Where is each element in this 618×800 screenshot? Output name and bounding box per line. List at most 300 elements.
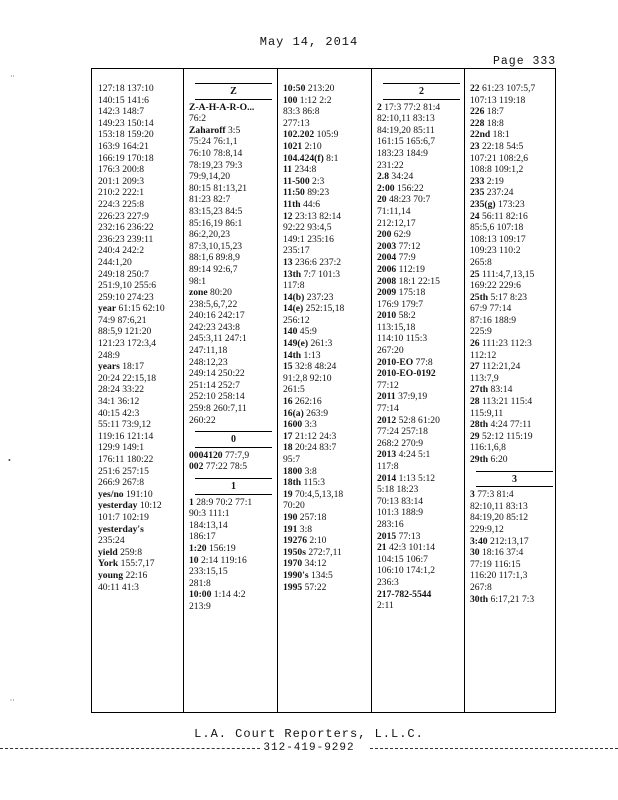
page-line-refs: 18:17: [119, 361, 145, 373]
index-term: 2.8: [377, 171, 389, 183]
index-entry: [283, 408, 372, 420]
page-line-refs: 18:1: [490, 129, 510, 141]
index-entry: [283, 524, 372, 536]
index-term: 23: [470, 140, 480, 152]
page-line-refs: 236:6 237:2: [292, 256, 342, 268]
index-entry: [377, 287, 466, 299]
page-line-refs: 237:24: [484, 187, 514, 199]
index-entry: [98, 338, 187, 350]
index-entry: [189, 403, 278, 415]
index-term: 1600: [283, 419, 303, 431]
page-line-refs: 3:8: [297, 523, 313, 535]
index-term: 2003: [377, 240, 397, 252]
index-entry: [283, 303, 372, 315]
index-term: Z-A-H-A-R-O...: [189, 101, 255, 113]
index-term: 25: [470, 268, 480, 280]
page-line-refs: 176:11 180:22: [98, 454, 154, 465]
page-line-refs: 79:9,14,20: [189, 171, 231, 183]
index-term: 18th: [283, 477, 302, 489]
index-entry: [98, 245, 187, 257]
index-entry: [189, 415, 278, 427]
index-term: 14(b): [283, 291, 305, 303]
page-line-refs: 108:8 109:1,2: [470, 164, 524, 176]
page-line-refs: 98:1: [189, 275, 207, 287]
page-line-refs: 252:10 258:14: [189, 391, 245, 403]
page-line-refs: 240:4 242:2: [98, 245, 145, 257]
index-term: 28th: [470, 419, 489, 431]
index-entry: [98, 176, 187, 188]
page-line-refs: 108:13 109:17: [470, 233, 526, 245]
page-line-refs: 237:23: [304, 291, 334, 303]
page-line-refs: 86:2,20,23: [189, 229, 231, 241]
page-line-refs: 2:3: [309, 175, 325, 187]
page-line-refs: 1:12 2:2: [297, 94, 332, 106]
index-entry: [470, 106, 559, 118]
index-entry: [98, 535, 187, 547]
index-entry: [470, 315, 559, 327]
page-line-refs: 142:3 148:7: [98, 106, 145, 118]
index-entry: [470, 338, 559, 350]
index-entry: [470, 280, 559, 292]
index-entry: [470, 350, 559, 362]
index-term: 2011: [377, 391, 396, 403]
page-line-refs: 70:13 83:14: [377, 495, 424, 507]
page-line-refs: 80:15 81:13,21: [189, 182, 248, 194]
page-line-refs: 249:14 250:22: [189, 368, 245, 380]
page-line-refs: 232:16 236:22: [98, 222, 154, 234]
index-term: 11th: [283, 198, 301, 210]
index-term: 217-782-5544: [377, 588, 432, 600]
index-entry: [98, 500, 187, 512]
page-line-refs: 155:7,17: [118, 558, 155, 570]
page-line-refs: 176:9 179:7: [377, 298, 424, 310]
page-line-refs: 233:15,15: [189, 566, 228, 578]
index-entry: [377, 391, 466, 403]
index-term: 2012: [377, 414, 397, 426]
index-term: 16: [283, 396, 293, 408]
index-entry: [470, 524, 559, 536]
page-line-refs: 259:8: [117, 546, 142, 558]
index-entry: [283, 326, 372, 338]
index-entry: [189, 160, 278, 172]
index-term: 226: [470, 106, 485, 118]
index-term: 100: [283, 94, 298, 106]
index-term: 191: [283, 523, 298, 535]
index-entry: [189, 252, 278, 264]
index-entry: [98, 187, 187, 199]
index-term: young: [98, 569, 124, 581]
index-entry: [98, 141, 187, 153]
index-term: 28: [470, 396, 480, 408]
page-line-refs: 262:16: [292, 396, 322, 408]
page-number: Page 333: [493, 55, 557, 68]
page-line-refs: 18:7: [484, 106, 504, 118]
page-line-refs: 173:23: [495, 198, 525, 210]
page-line-refs: 260:22: [189, 414, 216, 426]
page-line-refs: 257:18: [297, 511, 327, 523]
page-line-refs: 106:10 174:1,2: [377, 565, 436, 577]
index-entry: [377, 148, 466, 160]
index-entry: [98, 199, 187, 211]
page-line-refs: 85:5,6 107:18: [470, 222, 524, 234]
footer-company: L.A. Court Reporters, L.L.C.: [194, 727, 424, 741]
page-line-refs: 81:23 82:7: [189, 194, 231, 206]
index-term: 18: [283, 442, 293, 454]
page-line-refs: 95:7: [283, 454, 301, 465]
page-line-refs: 267:8: [470, 581, 492, 593]
index-term: 104.424(f): [283, 152, 324, 164]
index-entry: [470, 153, 559, 165]
index-term: 1995: [283, 581, 303, 593]
index-entry: [283, 176, 372, 188]
index-entry: [189, 310, 278, 322]
page-line-refs: 4:24 77:11: [488, 419, 532, 431]
index-entry: [283, 199, 372, 211]
index-term: 30: [470, 547, 480, 559]
index-entry: [189, 531, 278, 543]
page-line-refs: 251:14 252:7: [189, 379, 240, 391]
index-entry: [189, 368, 278, 380]
index-term: 149(e): [283, 338, 309, 350]
page-line-refs: 83:14: [488, 384, 513, 396]
section-letter: 2: [419, 86, 424, 97]
index-term: 1970: [283, 558, 303, 570]
page-line-refs: 34:1 36:12: [98, 396, 140, 408]
index-entry: [377, 426, 466, 438]
index-entry: [189, 113, 278, 125]
index-entry: [98, 211, 187, 223]
page-line-refs: 61:15 62:10: [116, 303, 165, 315]
index-term: 2010: [377, 310, 397, 322]
index-entry: [189, 520, 278, 532]
index-entry: [283, 83, 372, 95]
page-line-refs: 2:11: [377, 600, 394, 612]
page-line-refs: 229:9,12: [470, 523, 504, 535]
page-line-refs: 20:24 22:15,18: [98, 372, 157, 384]
index-entry: [189, 391, 278, 403]
index-entry: [189, 102, 278, 114]
page-line-refs: 62:9: [391, 229, 411, 241]
index-entry: [377, 589, 466, 601]
index-term: 29th: [470, 454, 489, 465]
page-line-refs: 77:24 257:18: [377, 426, 428, 438]
index-entry: [283, 431, 372, 443]
page-line-refs: 242:23 243:8: [189, 321, 240, 333]
page-line-refs: 176:3 200:8: [98, 164, 145, 176]
index-entry: [98, 95, 187, 107]
index-entry: [283, 164, 372, 176]
page-line-refs: 40:11 41:3: [98, 581, 139, 593]
page-line-refs: 2:14 119:16: [198, 554, 247, 566]
index-entry: [377, 368, 466, 380]
section-underline: [476, 486, 553, 487]
index-entry: [98, 106, 187, 118]
index-entry: [189, 276, 278, 288]
index-term: 17: [283, 430, 293, 442]
index-term: 1990's: [283, 569, 309, 581]
index-entry: [377, 310, 466, 322]
page-line-refs: 6:20: [488, 454, 508, 465]
index-entry: [283, 153, 372, 165]
index-entry: [189, 287, 278, 299]
page-line-refs: 74:9 87:6,21: [98, 314, 147, 326]
page-line-refs: 5:17 8:23: [488, 291, 528, 303]
page-line-refs: 82:10,11 83:13: [470, 500, 528, 512]
index-entry: [283, 535, 372, 547]
page-line-refs: 240:16 242:17: [189, 310, 245, 322]
index-entry: [98, 408, 187, 420]
index-term: 16(a): [283, 407, 304, 419]
page-line-refs: 104:15 106:7: [377, 553, 428, 565]
index-entry: [189, 508, 278, 520]
index-entry: [377, 473, 466, 485]
index-entry: [98, 164, 187, 176]
index-term: 15: [283, 361, 293, 373]
page-line-refs: 115:9,11: [470, 407, 504, 419]
index-entry: [470, 454, 559, 466]
index-entry: [470, 141, 559, 153]
page-line-refs: 201:1 209:3: [98, 175, 145, 187]
index-entry: [98, 442, 187, 454]
page-line-refs: 248:12,23: [189, 356, 228, 368]
index-entry: [98, 558, 187, 570]
page-line-refs: 149:1 235:16: [283, 233, 334, 245]
page-line-refs: 70:4,5,13,18: [292, 488, 344, 500]
index-term: 1:20: [189, 542, 207, 554]
index-entry: [470, 303, 559, 315]
page-line-refs: 1:14 4:2: [211, 589, 246, 601]
page-line-refs: 268:2 270:9: [377, 437, 424, 449]
page-line-refs: 247:11,18: [189, 345, 228, 357]
index-term: zone: [189, 287, 208, 299]
page-line-refs: 113:7,9: [470, 372, 499, 384]
page-line-refs: 226:23 227:9: [98, 210, 149, 222]
page-line-refs: 149:23 150:14: [98, 117, 154, 129]
index-column-4: [377, 83, 466, 612]
page-line-refs: 114:10 115:3: [377, 333, 428, 345]
index-entry: [283, 187, 372, 199]
page-line-refs: 1:13 5:12: [396, 472, 436, 484]
page-line-refs: 76:2: [189, 113, 207, 125]
index-entry: [283, 234, 372, 246]
index-entry: [470, 570, 559, 582]
page-line-refs: 213:20: [305, 83, 335, 94]
index-entry: [283, 211, 372, 223]
index-column-2: [189, 83, 278, 613]
index-term: yes/no: [98, 488, 124, 500]
index-entry: [377, 136, 466, 148]
page-line-refs: 261:5: [283, 384, 305, 396]
index-term: 30th: [470, 593, 489, 605]
index-entry: [470, 211, 559, 223]
page-line-refs: 91:2,8 92:10: [283, 372, 332, 384]
page-line-refs: 283:16: [377, 518, 404, 530]
index-term: 233: [470, 175, 485, 187]
section-rule: [195, 431, 272, 432]
page-line-refs: 169:22 229:6: [470, 280, 521, 292]
index-table: [91, 68, 556, 713]
page-line-refs: 85:16,19 86:1: [189, 217, 243, 229]
index-entry: [283, 280, 372, 292]
page-line-refs: 252:15,18: [303, 303, 345, 315]
index-term: 2014: [377, 472, 397, 484]
index-term: year: [98, 303, 117, 315]
index-entry: [98, 570, 187, 582]
index-entry: [377, 565, 466, 577]
page-line-refs: 52:8 61:20: [396, 414, 440, 426]
index-entry: [377, 507, 466, 519]
page-line-refs: 249:18 250:7: [98, 268, 149, 280]
page-line-refs: 129:9 149:1: [98, 442, 145, 454]
page-line-refs: 183:23 184:9: [377, 147, 428, 159]
page-line-refs: 265:8: [470, 256, 492, 268]
page-line-refs: 256:12: [283, 314, 310, 326]
index-entry: [377, 194, 466, 206]
page-line-refs: 42:3 101:14: [386, 542, 436, 554]
page-line-refs: 281:8: [189, 577, 211, 589]
page-line-refs: 116:20 117:1,3: [470, 570, 528, 582]
page-line-refs: 234:8: [292, 164, 317, 176]
page-line-refs: 56:11 82:16: [479, 210, 528, 222]
index-entry: [377, 218, 466, 230]
page-line-refs: 40:15 42:3: [98, 407, 140, 419]
index-term: 002: [189, 461, 204, 473]
index-entry: [470, 408, 559, 420]
index-entry: [377, 206, 466, 218]
index-entry: [470, 164, 559, 176]
section-underline: [195, 494, 272, 495]
index-entry: [98, 466, 187, 478]
index-entry: [98, 477, 187, 489]
page-line-refs: 77:7,9: [222, 449, 250, 461]
page-line-refs: 84:19,20 85:11: [377, 124, 435, 136]
page-line-refs: 7:7 101:3: [301, 268, 341, 280]
index-term: 27: [470, 361, 480, 373]
page-line-refs: 263:9: [303, 407, 329, 419]
page-line-refs: 48:23 70:7: [386, 194, 431, 206]
index-term: 11-500: [283, 175, 310, 187]
page-line-refs: 212:13,17: [487, 535, 529, 547]
index-term: 2015: [377, 530, 397, 542]
index-entry: [470, 83, 559, 95]
index-entry: [470, 547, 559, 559]
index-term: 26: [470, 338, 480, 350]
index-entry: [470, 431, 559, 443]
index-term: years: [98, 361, 120, 373]
section-letter: 0: [231, 434, 236, 446]
page-line-refs: 34:24: [389, 171, 414, 183]
index-entry: [470, 176, 559, 188]
page-line-refs: 105:9: [314, 129, 339, 141]
index-entry: [189, 125, 278, 137]
index-entry: [98, 303, 187, 315]
footer-rule-left: [0, 748, 260, 749]
index-entry: [470, 559, 559, 571]
index-term: York: [98, 558, 119, 570]
page-line-refs: 235:17: [283, 245, 310, 257]
page-line-refs: 18:8: [484, 117, 504, 129]
page-line-refs: 2:10: [302, 140, 322, 152]
index-entry: [189, 241, 278, 253]
index-entry: [377, 113, 466, 125]
index-entry: [98, 396, 187, 408]
index-entry: [283, 129, 372, 141]
index-entry: [98, 431, 187, 443]
index-term: 1021: [283, 140, 303, 152]
page-line-refs: 127:18 137:10: [98, 83, 154, 94]
page-line-refs: 156:19: [206, 542, 236, 554]
page-line-refs: 266:9 267:8: [98, 477, 145, 489]
page-line-refs: 212:12,17: [377, 217, 416, 229]
page-line-refs: 28:9 70:2 77:1: [193, 496, 253, 508]
index-term: 3: [470, 489, 475, 501]
page-line-refs: 134:5: [308, 569, 333, 581]
index-column-1: [98, 83, 187, 593]
index-entry: [189, 333, 278, 345]
page-line-refs: 32:8 48:24: [292, 361, 337, 373]
page-line-refs: 37:9,19: [395, 391, 428, 403]
index-entry: [377, 229, 466, 241]
index-term: 24: [470, 210, 480, 222]
index-entry: [283, 292, 372, 304]
index-entry: [283, 222, 372, 234]
section-rule: [195, 478, 272, 479]
footer-rule-right: [370, 748, 618, 749]
page-line-refs: 191:10: [123, 488, 153, 500]
index-term: 22nd: [470, 129, 491, 141]
index-entry: [470, 419, 559, 431]
page-line-refs: 107:21 108:2,6: [470, 152, 529, 164]
index-entry: [283, 442, 372, 454]
index-entry: [98, 153, 187, 165]
page-line-refs: 23:13 82:14: [292, 210, 342, 222]
page-line-refs: 113:21 115:4: [479, 396, 533, 408]
index-entry: [283, 384, 372, 396]
page-line-refs: 82:10,11 83:13: [377, 113, 435, 125]
page-line-refs: 248:9: [98, 349, 120, 361]
index-term: 190: [283, 511, 298, 523]
index-entry: [377, 264, 466, 276]
index-entry: [377, 241, 466, 253]
page-line-refs: 88:1,6 89:8,9: [189, 252, 240, 264]
index-column-3: [283, 83, 372, 593]
page-line-refs: 28:24 33:22: [98, 384, 145, 396]
index-entry: [283, 477, 372, 489]
index-entry: [98, 326, 187, 338]
page-line-refs: 77:12: [396, 240, 421, 252]
footer-phone: 312-419-9292: [263, 742, 355, 754]
page-line-refs: 1:13: [301, 349, 321, 361]
index-entry: [98, 373, 187, 385]
page-line-refs: 70:20: [283, 500, 305, 512]
page-line-refs: 259:10 274:23: [98, 291, 154, 303]
index-entry: [283, 489, 372, 501]
index-term: 2010-EO-0192: [377, 368, 436, 380]
index-entry: [189, 497, 278, 509]
index-entry: [189, 461, 278, 473]
page-line-refs: 213:9: [189, 600, 211, 612]
page-line-refs: 67:9 77:14: [470, 303, 512, 315]
page-line-refs: 166:19 170:18: [98, 152, 154, 164]
page-line-refs: 90:3 111:1: [189, 508, 230, 520]
index-term: 235(g): [470, 198, 496, 210]
index-entry: [377, 276, 466, 288]
page-line-refs: 8:1: [323, 152, 339, 164]
index-entry: [98, 419, 187, 431]
index-entry: [189, 345, 278, 357]
index-entry: [98, 361, 187, 373]
index-entry: [98, 489, 187, 501]
